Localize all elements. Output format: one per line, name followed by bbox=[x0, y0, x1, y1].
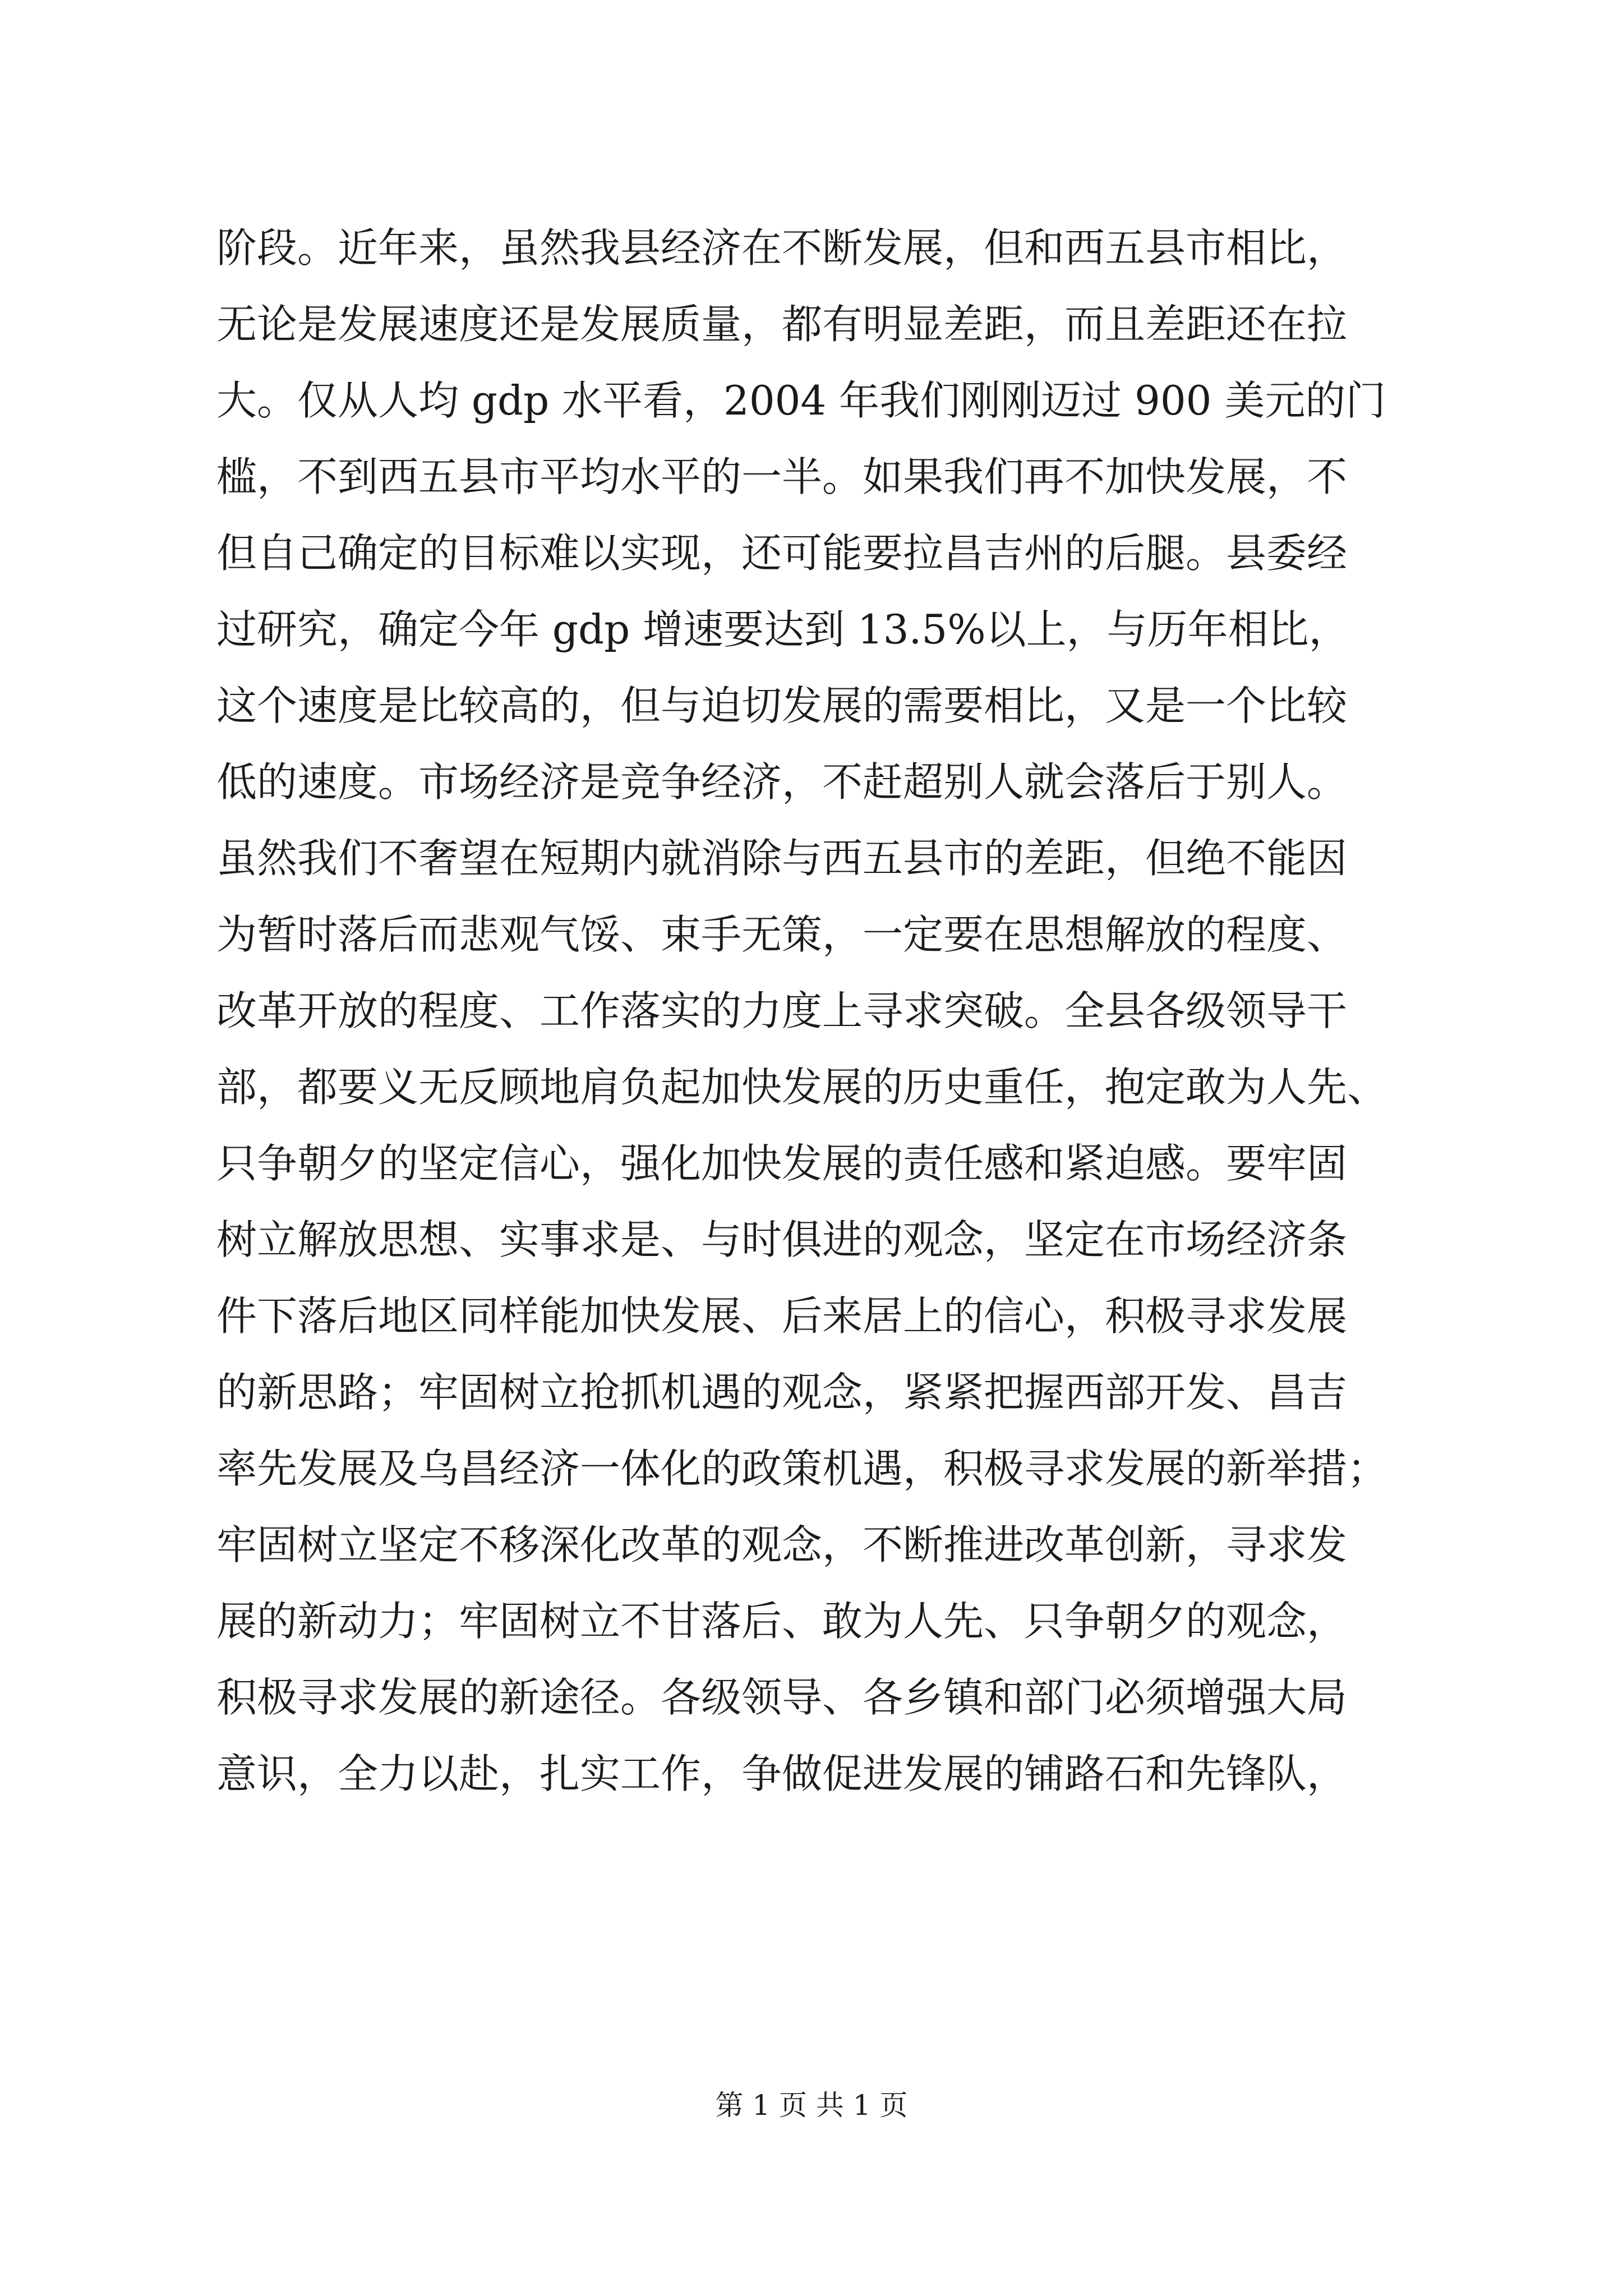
text-line: 但自己确定的目标难以实现，还可能要拉昌吉州的后腿。县委经 bbox=[216, 530, 1348, 577]
text-line: 槛，不到西五县市平均水平的一半。如果我们再不加快发展，不 bbox=[216, 453, 1348, 500]
text-line: 低的速度。市场经济是竞争经济，不赶超别人就会落后于别人。 bbox=[216, 758, 1348, 806]
text-line: 改革开放的程度、工作落实的力度上寻求突破。全县各级领导干 bbox=[216, 987, 1348, 1034]
text-line: 过研究，确定今年 gdp 增速要达到 13.5%以上，与历年相比， bbox=[216, 606, 1349, 653]
text-line: 这个速度是比较高的，但与迫切发展的需要相比，又是一个比较 bbox=[216, 682, 1348, 729]
page-footer: 第 1 页 共 1 页 bbox=[715, 2089, 908, 2122]
text-line: 意识，全力以赴，扎实工作，争做促进发展的铺路石和先锋队， bbox=[216, 1750, 1348, 1797]
text-line: 牢固树立坚定不移深化改革的观念，不断推进改革创新，寻求发 bbox=[216, 1521, 1348, 1568]
text-line: 率先发展及乌昌经济一体化的政策机遇，积极寻求发展的新举措； bbox=[216, 1445, 1388, 1492]
text-line: 积极寻求发展的新途径。各级领导、各乡镇和部门必须增强大局 bbox=[216, 1674, 1348, 1721]
text-line: 展的新动力；牢固树立不甘落后、敢为人先、只争朝夕的观念， bbox=[216, 1598, 1348, 1645]
text-line: 件下落后地区同样能加快发展、后来居上的信心，积极寻求发展 bbox=[216, 1292, 1348, 1340]
text-line: 阶段。近年来，虽然我县经济在不断发展，但和西五县市相比， bbox=[216, 224, 1348, 272]
body-text bbox=[216, 210, 1417, 1812]
text-line: 大。仅从人均 gdp 水平看，2004 年我们刚刚迈过 900 美元的门 bbox=[216, 377, 1386, 424]
text-line: 只争朝夕的坚定信心，强化加快发展的责任感和紧迫感。要牢固 bbox=[216, 1140, 1348, 1187]
text-line: 为暂时落后而悲观气馁、束手无策，一定要在思想解放的程度、 bbox=[216, 911, 1348, 958]
text-line: 虽然我们不奢望在短期内就消除与西五县市的差距，但绝不能因 bbox=[216, 835, 1348, 882]
text-line: 无论是发展速度还是发展质量，都有明显差距，而且差距还在拉 bbox=[216, 301, 1348, 348]
text-line: 树立解放思想、实事求是、与时俱进的观念，坚定在市场经济条 bbox=[216, 1216, 1348, 1263]
text-line: 部，都要义无反顾地肩负起加快发展的历史重任，抱定敢为人先、 bbox=[216, 1064, 1388, 1111]
text-line: 的新思路；牢固树立抢抓机遇的观念，紧紧把握西部开发、昌吉 bbox=[216, 1369, 1348, 1416]
